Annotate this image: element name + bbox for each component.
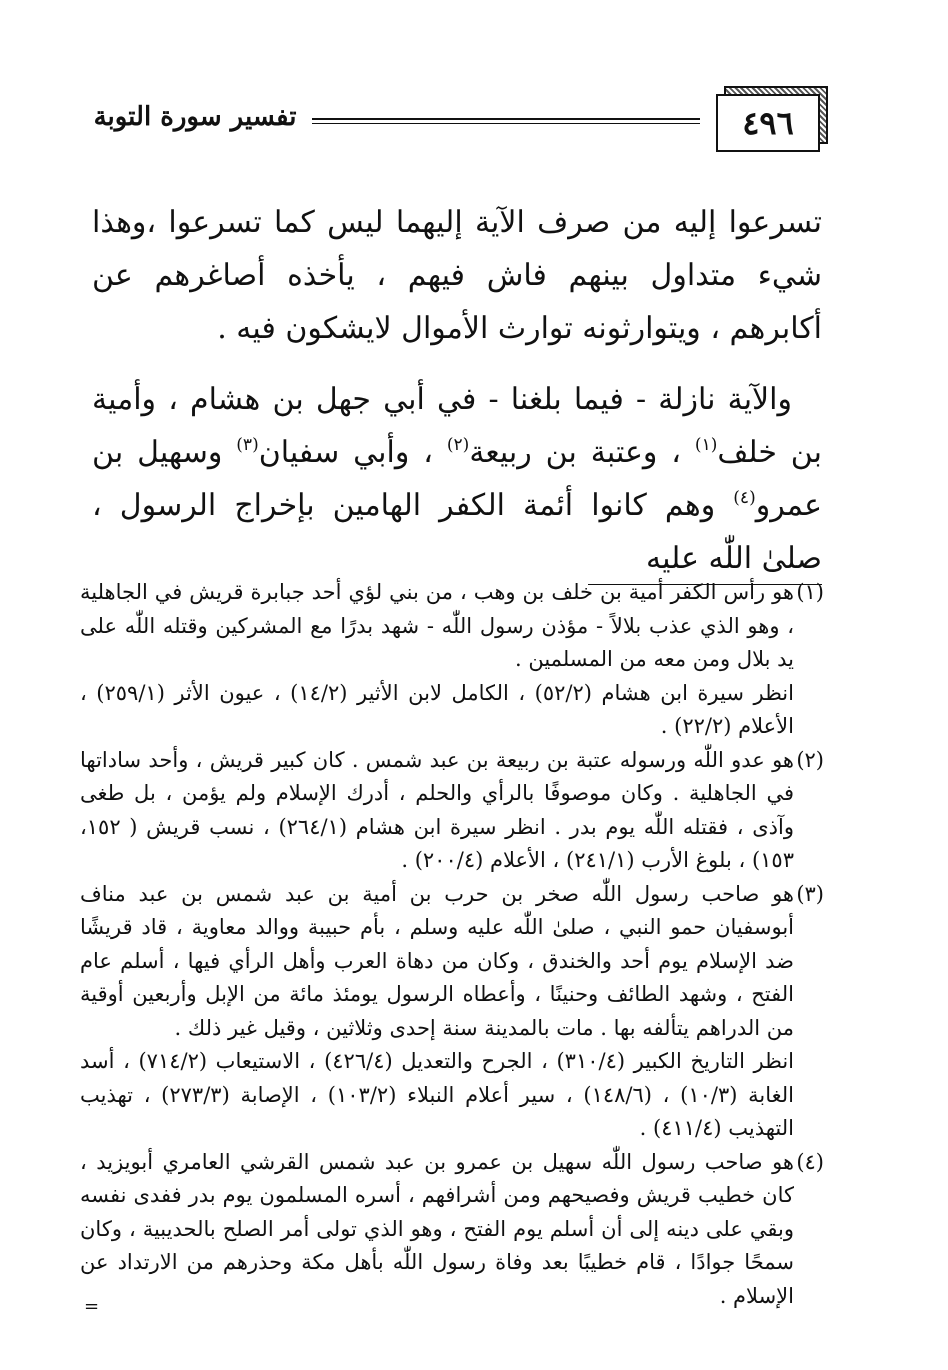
paragraph-2 (92, 373, 822, 585)
main-text (92, 196, 822, 585)
footnote-text: هو صاحب رسول اللّٰه صخر بن حرب بن أمية بن عبد شمس بن عبد مناف أبوسفيان حمو النبي ، صلىٰ اللّٰه عليه وسلم ، بأم حبيبة ووالد معاوية ، قاد قريشًا ضد الإسلام يوم أحد والخندق ، وكان من دهاة العرب وأهل الرأي فيها ، أسلم عام الفتح ، وشهد الطائف وحنينًا ، وأعطاه الرسول يومئذ مائة من الإبل وأربعين أوقية من الدراهم يتألفه بها . مات بالمدينة سنة إحدى وثلاثين ، وقيل غير ذلك . (80, 881, 794, 1040)
footnote-4 (80, 1146, 824, 1314)
page-number: ٤٩٦ (716, 94, 820, 152)
header-rule (312, 118, 700, 120)
footnote-text: هو عدو اللّٰه ورسوله عتبة بن ربيعة بن عبد شمس . كان كبير قريش ، وأحد ساداتها في الجاهلية . وكان موصوفًا بالرأي والحلم ، أدرك الإسلام ولم يؤمن ، بل طغى وآذى ، فقتله اللّٰه يوم بدر . انظر سيرة ابن هشام (٢٦٤/١) ، نسب قريش ( ١٥٢، ١٥٣) ، بلوغ الأرب (٢٤١/١) ، الأعلام (٢٠٠/٤) . (80, 747, 794, 872)
footnote-number: (٤) (796, 1149, 824, 1174)
footnote-ref-2[interactable]: (٢) (446, 435, 470, 455)
footnote-text: هو صاحب رسول اللّٰه سهيل بن عمرو بن عبد شمس القرشي العامري أبويزيد ، كان خطيب قريش وفصيحهم ومن أشرافهم ، أسره المسلمون يوم بدر ففدى نفسه وبقي على دينه إلى أن أسلم يوم الفتح ، وهو الذي تولى أمر الصلح بالحديبية ، وكان سمحًا جوادًا ، قام خطيبًا بعد وفاة رسول اللّٰه بأهل مكة وحذرهم من الارتداد عن الإسلام . (80, 1149, 794, 1308)
running-title: تفسير سورة التوبة (93, 102, 297, 132)
footnotes (80, 576, 824, 1313)
footnote-number: (٣) (796, 881, 824, 906)
paragraph-2-part-d: وسهيل بن عمرو (92, 435, 822, 523)
footnote-source: انظر سيرة ابن هشام (٥٢/٢) ، الكامل لابن الأثير (١٤/٢) ، عيون الأثر (٢٥٩/١) ، الأعلام (٢٢/٢) . (80, 680, 794, 738)
paragraph-2-part-e: وهم كانوا أئمة الكفر الهامين بإخراج الرسول ، صلىٰ اللّٰه عليه (92, 488, 822, 576)
footnote-source: انظر التاريخ الكبير (٣١٠/٤) ، الجرح والتعديل (٤٢٦/٤) ، الاستيعاب (٧١٤/٢) ، أسد الغابة (١٠/٣) ، (١٤٨/٦) ، سير أعلام النبلاء (١٠٣/٢) ، الإصابة (٢٧٣/٣) ، تهذيب التهذيب (٤١١/٤) . (80, 1049, 795, 1140)
page-header (90, 90, 820, 160)
continuation-mark: = (84, 1296, 100, 1317)
footnote-text: هو رأس الكفر أمية بن خلف بن وهب ، من بني لؤي أحد جبابرة قريش في الجاهلية ، وهو الذي عذب بلالاً - مؤذن رسول اللّٰه - شهد بدرًا مع المشركين وقتله اللّٰه على يد بلال ومن معه من المسلمين . (80, 580, 794, 671)
footnote-3 (80, 878, 824, 1146)
paragraph-2-part-c: ، وأبي سفيان (258, 435, 447, 470)
paragraph-1: تسرعوا إليه من صرف الآية إليهما ليس كما تسرعوا ،وهذا شيء متداول بينهم فاش فيهم ، يأخذه أصاغرهم عن أكابرهم ، ويتوارثونه توارث الأموال لايشكون فيه . (92, 205, 822, 346)
footnote-1 (80, 576, 824, 744)
footnote-ref-3[interactable]: (٣) (236, 435, 259, 455)
footnote-2 (80, 744, 824, 878)
paragraph-2-part-b: ، وعتبة بن ربيعة (469, 435, 695, 470)
paragraph-2-part-a: والآية نازلة - فيما بلغنا - في أبي جهل بن هشام ، وأمية بن خلف (92, 382, 822, 470)
header-rule-thin (312, 123, 700, 124)
footnote-number: (٢) (796, 747, 824, 772)
footnote-ref-4[interactable]: (٤) (733, 488, 756, 508)
footnote-number: (١) (796, 580, 824, 604)
footnote-ref-1[interactable]: (١) (694, 435, 718, 455)
